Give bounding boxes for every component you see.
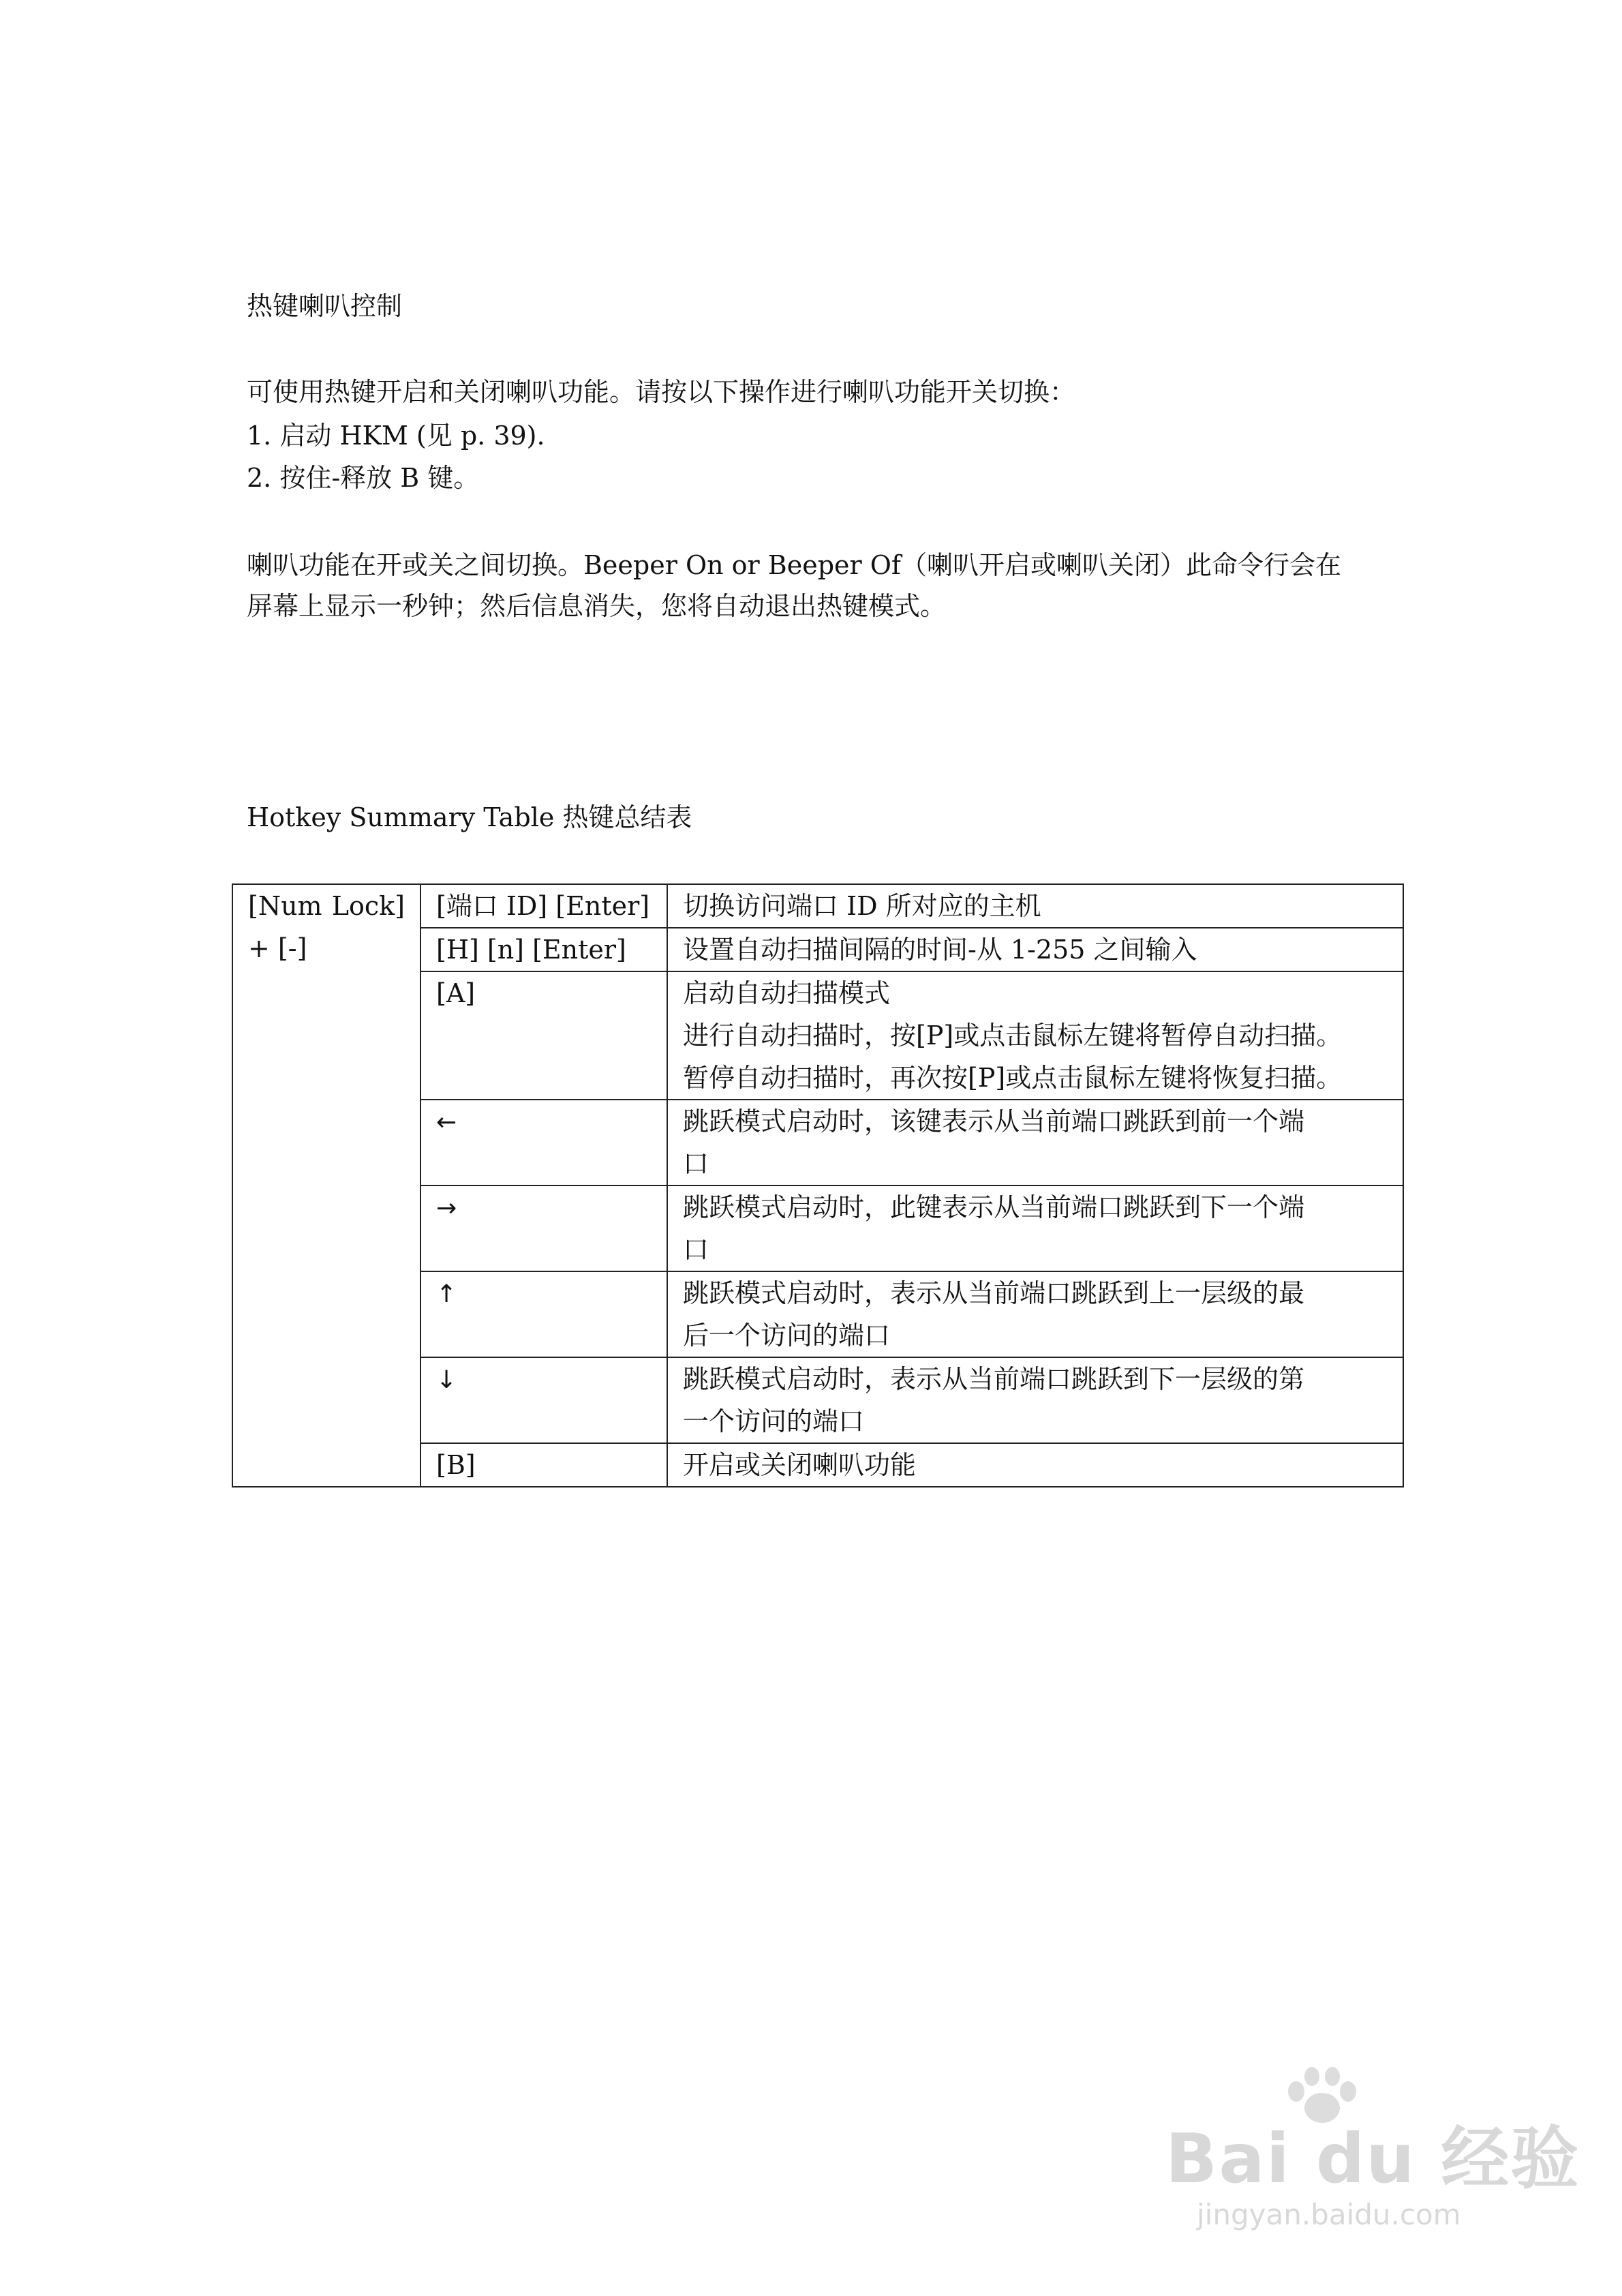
paragraph-line-1: 喇叭功能在开或关之间切换。Beeper On or Beeper Of（喇叭开启或喇叭关闭）此命令行会在 [247, 550, 1341, 580]
watermark-url: jingyan.baidu.com [1197, 2198, 1461, 2231]
description-cell [667, 1100, 1403, 1185]
description-cell [667, 971, 1403, 1100]
hotkey-label: [B] [436, 1450, 476, 1480]
description-line: 一个访问的端口 [683, 1406, 865, 1436]
up-arrow-icon: ↑ [436, 1280, 457, 1308]
hotkey-cell [420, 971, 667, 1100]
description-cell [667, 1271, 1403, 1357]
description-cell [667, 1443, 1403, 1487]
down-arrow-icon: ↓ [436, 1366, 457, 1394]
step-1: 1. 启动 HKM (见 p. 39). [247, 421, 545, 451]
description-cell [667, 1357, 1403, 1443]
hotkey-summary-table [232, 883, 1404, 1487]
hotkey-cell [420, 1443, 667, 1487]
description-cell [667, 884, 1403, 928]
right-arrow-icon: → [436, 1194, 457, 1222]
modifier-minus-label: + [-] [248, 933, 307, 963]
description-line: 跳跃模式启动时，表示从当前端口跳跃到上一层级的最 [683, 1278, 1305, 1308]
description-line: 设置自动扫描间隔的时间-从 1-255 之间输入 [683, 935, 1197, 965]
paw-logo-icon [1281, 2066, 1363, 2127]
description-line: 开启或关闭喇叭功能 [683, 1450, 917, 1480]
description-line: 口 [683, 1235, 709, 1265]
description-line: 口 [683, 1149, 709, 1179]
description-line: 切换访问端口 ID 所对应的主机 [683, 891, 1041, 921]
table-title: Hotkey Summary Table 热键总结表 [247, 802, 692, 832]
description-line: 启动自动扫描模式 [683, 978, 891, 1008]
hotkey-cell [420, 1100, 667, 1185]
description-cell [667, 928, 1403, 971]
watermark-brand: Bai du 经验 [1165, 2119, 1580, 2199]
modifier-lock-label: Lock] [331, 891, 405, 921]
hotkey-cell [420, 884, 667, 928]
section-heading: 热键喇叭控制 [247, 291, 403, 321]
description-line: 暂停自动扫描时，再次按[P]或点击鼠标左键将恢复扫描。 [683, 1063, 1343, 1093]
hotkey-cell [420, 1357, 667, 1443]
description-line: 后一个访问的端口 [683, 1320, 891, 1350]
hotkey-cell [420, 1185, 667, 1271]
description-line: 跳跃模式启动时，该键表示从当前端口跳跃到前一个端 [683, 1106, 1305, 1136]
description-line: 跳跃模式启动时，表示从当前端口跳跃到下一层级的第 [683, 1364, 1305, 1394]
hotkey-label: [H] [n] [Enter] [436, 935, 626, 965]
baidu-jingyan-watermark [1159, 2066, 1580, 2231]
hotkey-cell [420, 928, 667, 971]
description-line: 进行自动扫描时，按[P]或点击鼠标左键将暂停自动扫描。 [683, 1021, 1343, 1051]
intro-text: 可使用热键开启和关闭喇叭功能。请按以下操作进行喇叭功能开关切换： [247, 377, 1076, 407]
modifier-num-label: [Num [248, 891, 322, 921]
table-row [232, 884, 1403, 928]
description-line: 跳跃模式启动时，此键表示从当前端口跳跃到下一个端 [683, 1192, 1305, 1222]
hotkey-cell [420, 1271, 667, 1357]
paragraph-line-2: 屏幕上显示一秒钟；然后信息消失，您将自动退出热键模式。 [247, 591, 947, 621]
left-arrow-icon: ← [436, 1108, 457, 1136]
hotkey-label: [A] [436, 978, 476, 1008]
step-2: 2. 按住-释放 B 键。 [247, 463, 480, 493]
modifier-key-cell [232, 884, 420, 1487]
description-cell [667, 1185, 1403, 1271]
hotkey-label: [端口 ID] [Enter] [436, 891, 650, 921]
